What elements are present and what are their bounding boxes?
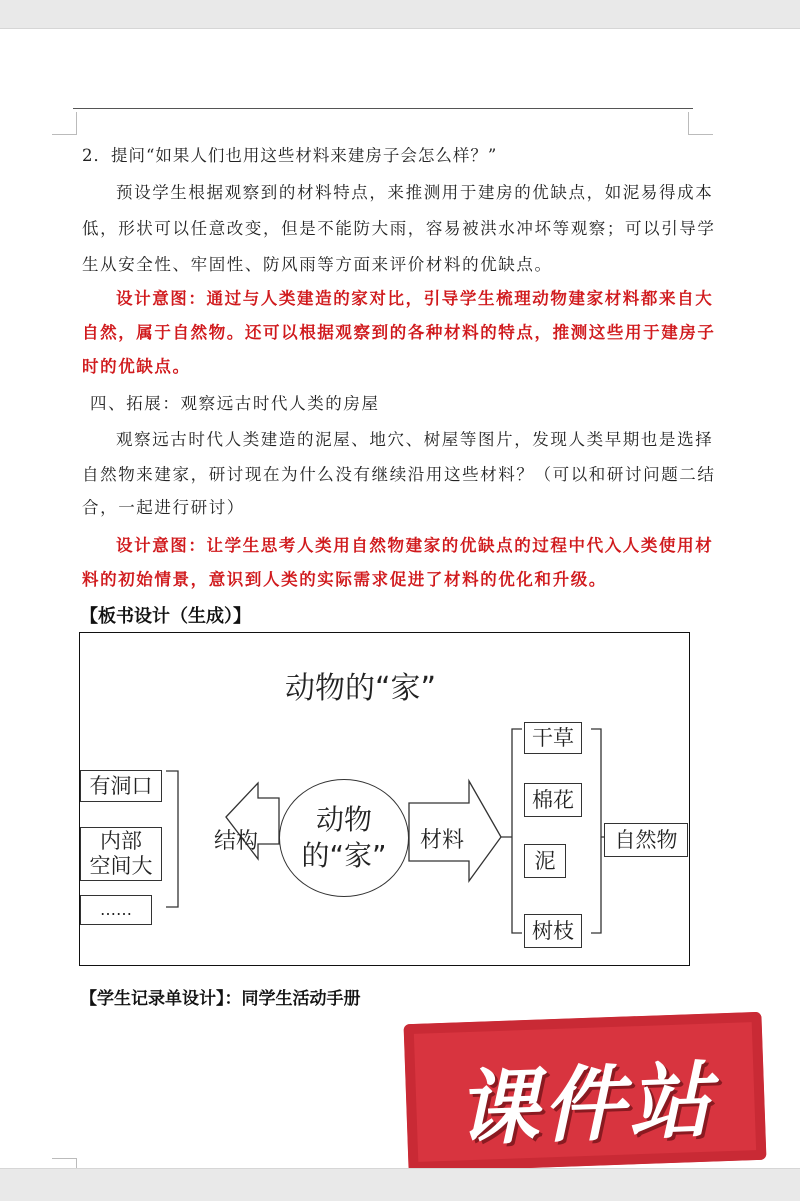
materials-bracket (501, 729, 522, 933)
right-arrow-label: 材料 (420, 828, 465, 853)
center-line-2: 的“家” (301, 839, 387, 872)
result-box: 自然物 (604, 823, 688, 857)
preset-line-1: 预设学生根据观察到的材料特点，来推测用于建房的优缺点，如泥易得成本 (116, 183, 714, 202)
material-item-3: 泥 (524, 844, 566, 878)
board-heading: 【板书设计（生成）】 (80, 606, 251, 627)
structure-item-3: …… (80, 895, 152, 925)
board-title: 动物的“家” (285, 671, 437, 706)
intent2-line-1: 设计意图：让学生思考人类用自然物建家的优缺点的过程中代入人类使用材 (116, 536, 714, 555)
watermark-text: 课件站 (454, 1053, 717, 1158)
board-diagram (79, 632, 690, 966)
structure-item-2: 内部 空间大 (80, 827, 162, 881)
section4-line-1: 观察远古时代人类建造的泥屋、地穴、树屋等图片，发现人类早期也是选择 (116, 430, 714, 449)
crop-mark-top-left (52, 112, 77, 135)
viewer-bottom-bar (0, 1168, 800, 1201)
material-item-4: 树枝 (524, 914, 582, 948)
section4-title: 四、拓展：观察远古时代人类的房屋 (90, 394, 380, 413)
page-header-rule (73, 108, 693, 109)
preset-line-3: 生从安全性、牢固性、防风雨等方面来评价材料的优缺点。 (82, 255, 553, 274)
crop-mark-top-right (688, 112, 713, 135)
viewer-top-bar (0, 0, 800, 29)
section4-line-2: 自然物来建家，研讨现在为什么没有继续沿用这些材料？（可以和研讨问题二结 (82, 465, 716, 484)
preset-line-2: 低，形状可以任意改变，但是不能防大雨，容易被洪水冲坏等观察；可以引导学 (82, 219, 716, 238)
structure-item-1: 有洞口 (80, 770, 162, 802)
record-heading: 【学生记录单设计】：同学生活动手册 (80, 989, 361, 1009)
intent1-line-1: 设计意图：通过与人类建造的家对比，引导学生梳理动物建家材料都来自大 (116, 289, 714, 308)
intent1-line-3: 时的优缺点。 (82, 357, 191, 376)
left-bracket (166, 771, 178, 907)
material-item-1: 干草 (524, 722, 582, 754)
question-line: 2．提问“如果人们也用这些材料来建房子会怎么样？” (82, 146, 498, 165)
watermark-stamp (404, 1012, 767, 1172)
section4-line-3: 合，一起进行研讨） (82, 498, 245, 517)
center-circle (279, 779, 409, 897)
intent1-line-2: 自然，属于自然物。还可以根据观察到的各种材料的特点，推测这些用于建房子 (82, 323, 716, 342)
center-line-1: 动物 (315, 803, 372, 836)
left-arrow-label: 结构 (214, 829, 259, 854)
intent2-line-2: 料的初始情景，意识到人类的实际需求促进了材料的优化和升级。 (82, 570, 607, 589)
material-item-2: 棉花 (524, 783, 582, 817)
